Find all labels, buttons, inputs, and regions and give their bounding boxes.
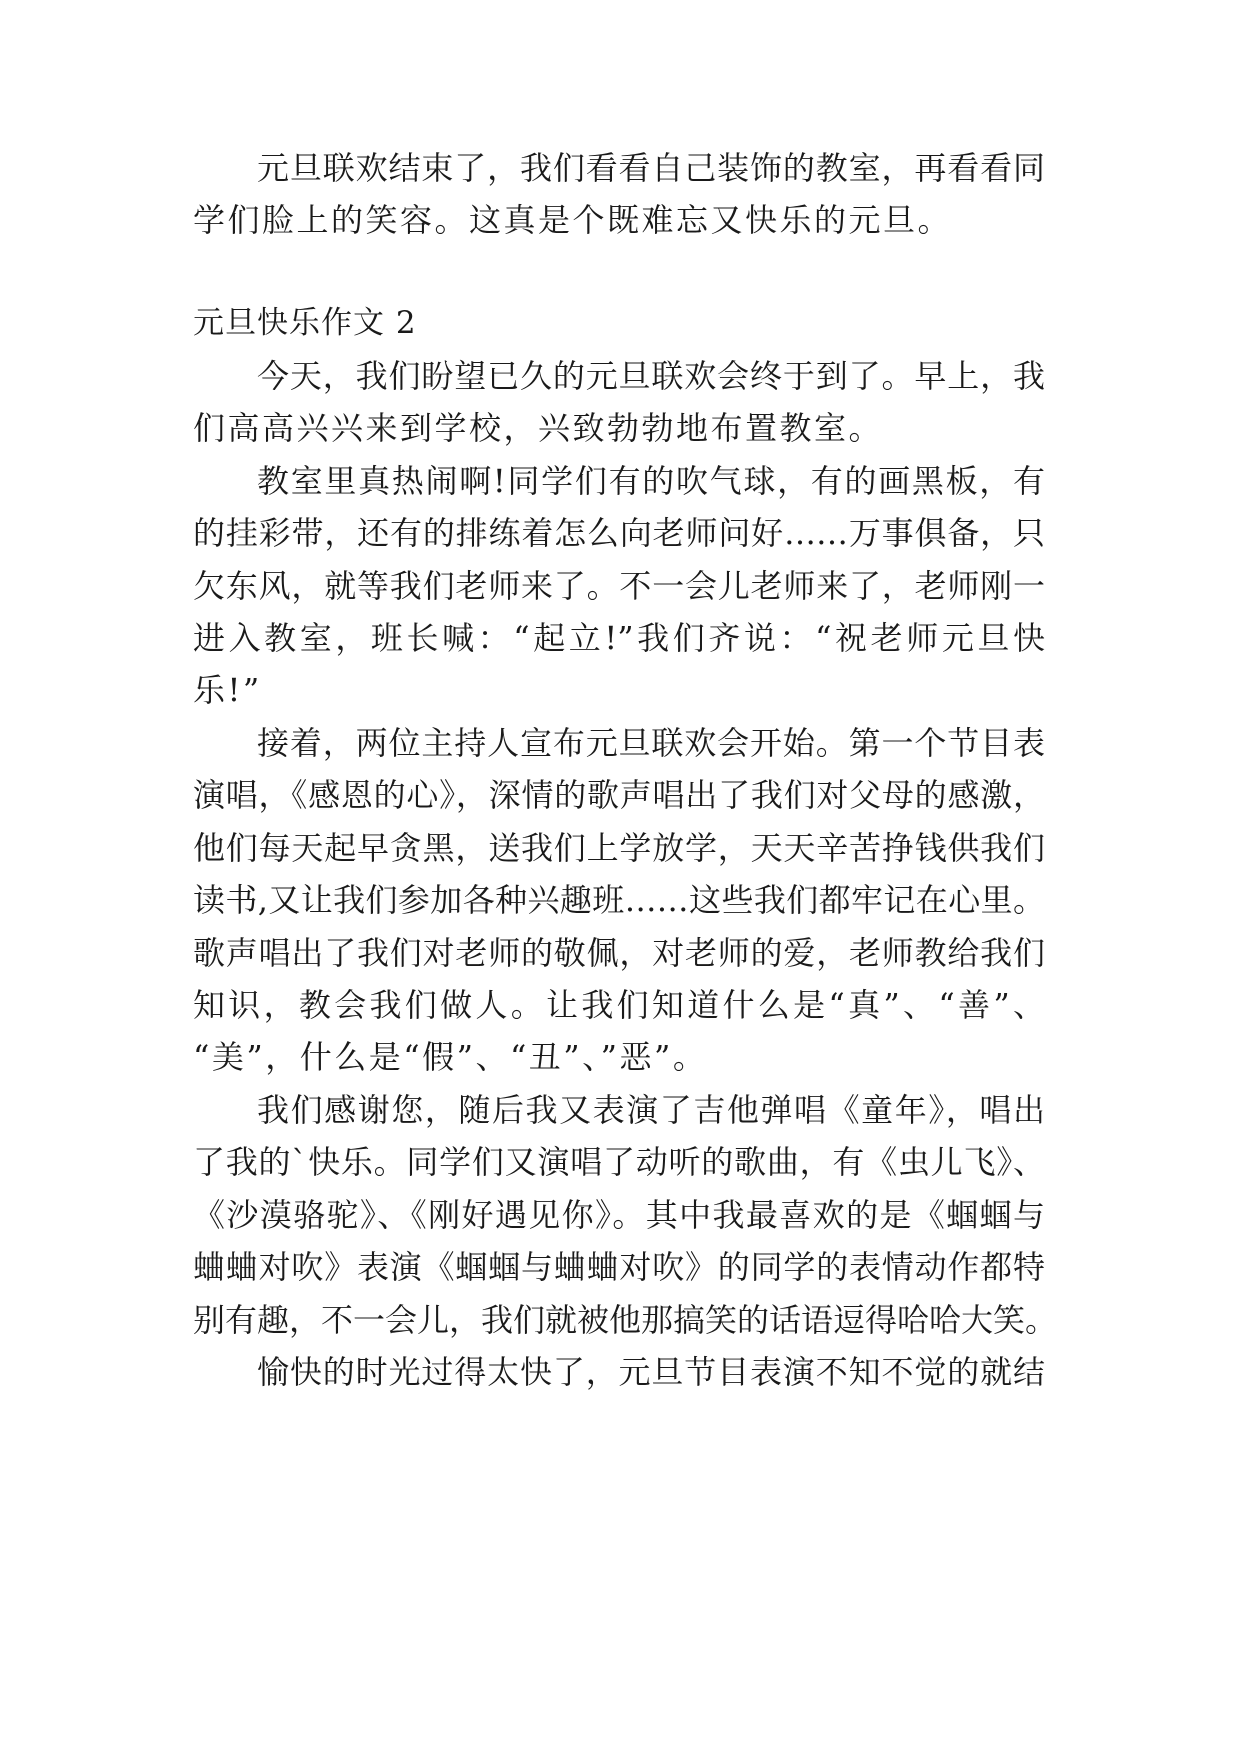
paragraph-line: 歌声唱出了我们对老师的敬佩，对老师的爱，老师教给我们 xyxy=(193,934,1045,972)
paragraph-line: 《沙漠骆驼》、《刚好遇见你》。其中我最喜欢的是《蝈蝈与 xyxy=(193,1196,1045,1234)
paragraph-line: 学们脸上的笑容。这真是个既难忘又快乐的元旦。 xyxy=(193,201,953,239)
paragraph-line: 愉快的时光过得太快了，元旦节目表演不知不觉的就结 xyxy=(257,1353,1045,1391)
paragraph-line: 教室里真热闹啊!同学们有的吹气球，有的画黑板，有 xyxy=(257,462,1045,500)
paragraph-line: 了我的`快乐。同学们又演唱了动听的歌曲，有《虫儿飞》、 xyxy=(193,1143,1045,1181)
paragraph-line: 他们每天起早贪黑，送我们上学放学，天天辛苦挣钱供我们 xyxy=(193,829,1045,867)
paragraph-line: 知识，教会我们做人。让我们知道什么是“真”、“善”、 xyxy=(193,986,1045,1024)
section-heading: 元旦快乐作文 2 xyxy=(193,305,417,341)
paragraph-line: 蛐蛐对吹》表演《蝈蝈与蛐蛐对吹》的同学的表情动作都特 xyxy=(193,1248,1045,1286)
paragraph-line: 我们感谢您，随后我又表演了吉他弹唱《童年》，唱出 xyxy=(257,1091,1045,1129)
paragraph-line: 乐!” xyxy=(193,671,262,709)
paragraph-line: 演唱，《感恩的心》，深情的歌声唱出了我们对父母的感激， xyxy=(193,776,1045,814)
paragraph-line: 进入教室，班长喊：“起立!”我们齐说：“祝老师元旦快 xyxy=(193,619,1045,657)
paragraph-line: 的挂彩带，还有的排练着怎么向老师问好……万事俱备，只 xyxy=(193,514,1045,552)
paragraph-line: “美”，什么是“假”、“丑”、”恶”。 xyxy=(193,1038,708,1076)
paragraph-line: 今天，我们盼望已久的元旦联欢会终于到了。早上，我 xyxy=(257,357,1045,395)
paragraph-line: 们高高兴兴来到学校，兴致勃勃地布置教室。 xyxy=(193,409,884,447)
paragraph-line: 元旦联欢结束了，我们看看自己装饰的教室，再看看同 xyxy=(257,149,1045,187)
paragraph-line: 接着，两位主持人宣布元旦联欢会开始。第一个节目表 xyxy=(257,724,1045,762)
paragraph-line: 读书,又让我们参加各种兴趣班……这些我们都牢记在心里。 xyxy=(193,881,1045,919)
paragraph-line: 欠东风，就等我们老师来了。不一会儿老师来了，老师刚一 xyxy=(193,567,1045,605)
paragraph-line: 别有趣，不一会儿，我们就被他那搞笑的话语逗得哈哈大笑。 xyxy=(193,1301,1058,1339)
